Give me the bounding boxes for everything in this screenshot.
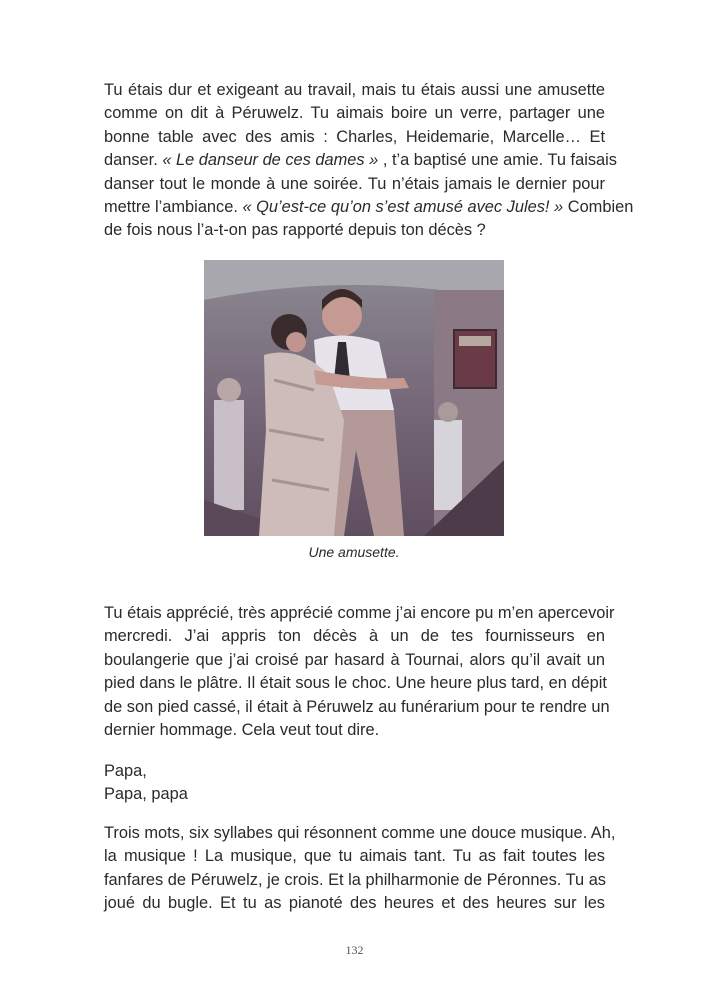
text-line — [104, 196, 634, 219]
text-line: danser tout le monde à une soirée. Tu n’étais jamais le dernier pour — [104, 174, 605, 193]
text-segment: danser. — [104, 151, 163, 170]
text-line: Tu étais apprécié, très apprécié comme j’ai encore pu m’en apercevoir — [104, 604, 615, 622]
italic-quote: « Le danseur de ces dames » — [162, 151, 379, 170]
dancing-couple-photo — [204, 260, 504, 536]
text-line: bonne table avec des amis : Charles, Heidemarie, Marcelle… Et — [104, 127, 605, 146]
text-line: de fois nous l’a-t-on pas rapporté depuis ton décès ? — [104, 221, 486, 240]
text-line: Papa, papa — [104, 785, 188, 804]
text-segment: Combien — [563, 198, 634, 217]
text-line: boulangerie que j’ai croisé par hasard à Tournai, alors qu’il avait un — [104, 650, 605, 669]
paragraph-4 — [104, 822, 616, 916]
text-line — [104, 149, 617, 172]
text-line: Trois mots, six syllabes qui résonnent comme une douce musique. Ah, — [104, 824, 616, 842]
text-line: pied dans le plâtre. Il était sous le choc. Une heure plus tard, en dépit — [104, 674, 607, 693]
paragraph-1 — [104, 79, 634, 243]
text-line: de son pied cassé, il était à Péruwelz au funérarium pour te rendre un — [104, 697, 610, 716]
text-line: dernier hommage. Cela veut tout dire. — [104, 721, 380, 740]
text-line: la musique ! La musique, que tu aimais tant. Tu as fait toutes les — [104, 847, 605, 866]
italic-quote: « Qu’est-ce qu’on s’est amusé avec Jules! » — [242, 198, 564, 217]
text-line: Papa, — [104, 762, 147, 780]
text-line: joué du bugle. Et tu as pianoté des heures et des heures sur les — [104, 894, 605, 913]
text-segment: mettre l’ambiance. — [104, 198, 243, 217]
paragraph-2 — [104, 602, 615, 742]
text-line: Tu étais dur et exigeant au travail, mais tu étais aussi une amusette — [104, 81, 605, 99]
page-number: 132 — [345, 943, 364, 957]
text-segment: , t’a baptisé une amie. Tu faisais — [378, 151, 617, 170]
text-line: comme on dit à Péruwelz. Tu aimais boire un verre, partager une — [104, 104, 605, 123]
photo-caption: Une amusette. — [308, 544, 400, 560]
photo-illustration — [204, 260, 504, 536]
paragraph-3 — [104, 760, 605, 807]
text-line: mercredi. J’ai appris ton décès à un de tes fournisseurs en — [104, 627, 605, 646]
text-line: fanfares de Péruwelz, je crois. Et la philharmonie de Péronnes. Tu as — [104, 870, 607, 889]
